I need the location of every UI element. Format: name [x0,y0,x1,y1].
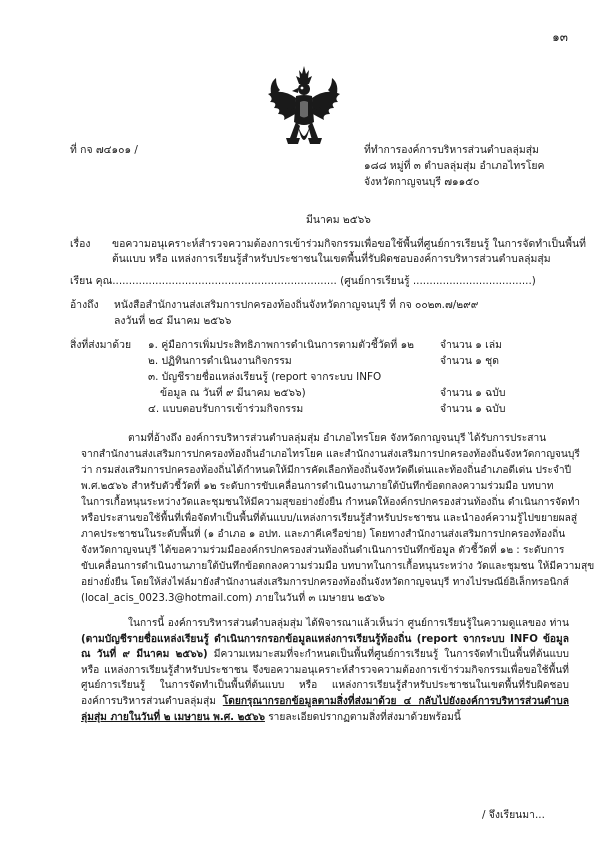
enclosure-item: ๑. คู่มือการเพิ่มประสิทธิภาพการดำเนินการตามตัวชี้วัดที่ ๑๒ [148,339,415,351]
para1-line: พ.ศ.๒๕๖๖ สำหรับตัวชี้วัดที่ ๑๒ ระดับการขับเคลื่อนการดำเนินงานภายใต้บันทึกข้อตกลงความร่วมมือ บทบาท [81,481,554,492]
para2-data-date: ข้อมูล ณ วันที่ ๙ มีนาคม ๒๕๖๖) [81,633,569,661]
reference-line-2: ลงวันที่ ๒๔ มีนาคม ๒๕๖๖ [114,315,232,327]
para1-line: ว่า กรมส่งเสริมการปกครองท้องถิ่นได้กำหนดให้มีการคัดเลือกท้องถิ่นจังหวัดดีเด่นและท้องถิ่นอำเภอดีเด่น ประจำปี [81,465,572,476]
para1-line: (local_acis_0023.3@hotmail.com) ภายในวันที่ ๓ เมษายน ๒๕๖๖ [81,593,385,604]
enclosure-qty: จำนวน ๑ ชุด [440,355,499,367]
para1-line: อย่างยั่งยืน โดยให้ส่งไฟล์มายังสำนักงานส่งเสริมการปกครองท้องถิ่นจังหวัดกาญจนบุรี ทางไปรษณีย์อิเล็กทรอนิกส์ [81,577,569,588]
para1-line: ในการเกื้อหนุนระหว่างวัดและชุมชนให้มีความสุขอย่างยั่งยืน กำหนดให้องค์กรปกครองส่วนท้องถิ่น ดำเนินการจัดทำ [81,497,581,508]
para1-line: ตามที่อ้างถึง องค์การบริหารส่วนตำบลลุ่มสุ่ม อำเภอไทรโยค จังหวัดกาญจนบุรี ได้รับการประสาน [128,433,547,444]
subject-label: เรื่อง [70,238,91,250]
para1-line: ขับเคลื่อนการดำเนินงานภายใต้บันทึกข้อตกลงความร่วมมือ บทบาทในการเกื้อหนุนระหว่าง วัดและชุมชน ให้มีความสุข [81,561,595,572]
para2-you: ท่าน [549,618,569,629]
garuda-emblem [262,64,346,160]
para2-intro: ในการนี้ องค์การบริหารส่วนตำบลลุ่มสุ่ม ได้พิจารณาแล้วเห็นว่า ศูนย์การเรียนรู้ในความดูแลของ [128,618,547,629]
para2-list-note: (ตามบัญชีรายชื่อแหล่งเรียนรู้ ดำเนินการกรอกข้อมูลแหล่งการเรียนรู้ท้องถิ่น (report จากระบบ INFO [81,633,538,645]
page-number: ๑๓ [552,30,568,44]
enclosure-item: ข้อมูล ณ วันที่ ๙ มีนาคม ๒๕๖๖) [160,387,306,399]
continuation-note: / จึงเรียนมา... [482,809,545,821]
letter-date: มีนาคม ๒๕๖๖ [306,214,371,226]
enclosure-qty: จำนวน ๑ เล่ม [440,339,502,351]
enclosure-item: ๒. ปฏิทินการดำเนินงานกิจกรรม [148,355,292,367]
office-name: ที่ทำการองค์การบริหารส่วนตำบลลุ่มสุ่ม [364,144,539,156]
reference-label: อ้างถึง [70,299,99,311]
para1-line: จังหวัดกาญจนบุรี ได้ขอความร่วมมือองค์กรปกครองส่วนท้องถิ่นดำเนินการบันทึกข้อมูล ตัวชี้วัดที่ ๑๒ : ระดับการ [81,545,565,556]
enclosure-item: ๔. แบบตอบรับการเข้าร่วมกิจกรรม [148,403,304,415]
para2-deadline: โดยกรุณากรอกข้อมูลตามสิ่งที่ส่งมาด้วย ๔ กลับไปยังองค์การบริหารส่วนตำบลลุ่มสุ่ม ภายในวันที่ ๒ เมษายน พ.ศ. ๒๕๖๖ [81,695,569,723]
para2 [81,616,569,725]
reference-number: ที่ กจ ๗๔๑๐๑ / [70,144,138,156]
salutation: เรียน คุณ.................................................................... (ศูนย์การเรียนรู้ ....................................) [70,275,536,287]
reference-line-1: หนังสือสำนักงานส่งเสริมการปกครองท้องถิ่นจังหวัดกาญจนบุรี ที่ กจ ๐๐๒๓.๗/๒๙๙ [114,299,479,311]
para2-closing: รายละเอียดปรากฏตามสิ่งที่ส่งมาด้วยพร้อมนี้ [268,711,461,723]
enclosure-qty: จำนวน ๑ ฉบับ [440,387,506,399]
enclosure-item: ๓. บัญชีรายชื่อแหล่งเรียนรู้ (report จากระบบ INFO [148,371,382,383]
subject-line-2: ต้นแบบ หรือ แหล่งการเรียนรู้สำหรับประชาชนในเขตพื้นที่รับผิดชอบองค์การบริหารส่วนตำบลลุ่มสุ่ม [112,253,551,265]
enclosure-qty: จำนวน ๑ ฉบับ [440,403,506,415]
subject-line-1: ขอความอนุเคราะห์สำรวจความต้องการเข้าร่วมกิจกรรมเพื่อขอใช้พื้นที่ศูนย์การเรียนรู้ ในการจัดทำเป็นพื้นที่ [112,238,586,250]
para1-line: หรือประสานขอใช้พื้นที่เพื่อจัดทำเป็นพื้นที่ต้นแบบ/แหล่งการเรียนรู้สำหรับประชาชน และนำองค์ความรู้ไปขยายผลสู่ [81,513,578,524]
para1-line: ภาคประชาชนในระดับพื้นที่ (๑ อำเภอ ๑ อปท. และภาคีเครือข่าย) โดยทางสำนักงานส่งเสริมการปกครองท้องถิ่น [81,529,566,540]
office-address: ๑๘๘ หมู่ที่ ๓ ตำบลลุ่มสุ่ม อำเภอไทรโยค [364,160,545,172]
para1-line: จากสำนักงานส่งเสริมการปกครองท้องถิ่นอำเภอไทรโยค และสำนักงานส่งเสริมการปกครองท้องถิ่นจังหวัดกาญจนบุรี [81,449,580,460]
para2-request: มีความเหมาะสมที่จะกำหนดเป็นพื้นที่ศูนย์การเรียนรู้ ในการจัดทำเป็นพื้นที่ต้นแบบ หรือ แหล่งการเรียนรู้สำหรับประชาชน จึงขอความอนุเคราะห์สำรวจความต้องการเข้าร่วมกิจกรรมเพื่อขอใช้พื้นที่ศูนย์การเรียนรู้ ในการจัดทำเป็นพื้นที่ต้นแบบ หรือ แหล่งการเรียนรู้สำหรับประชาชนในเขตพื้นที่รับผิดชอบองค์การบริหารส่วนตำบลลุ่มสุ่ม [81,649,569,707]
office-province: จังหวัดกาญจนบุรี ๗๑๑๕๐ [364,176,480,188]
enclosures-label: สิ่งที่ส่งมาด้วย [70,339,132,351]
